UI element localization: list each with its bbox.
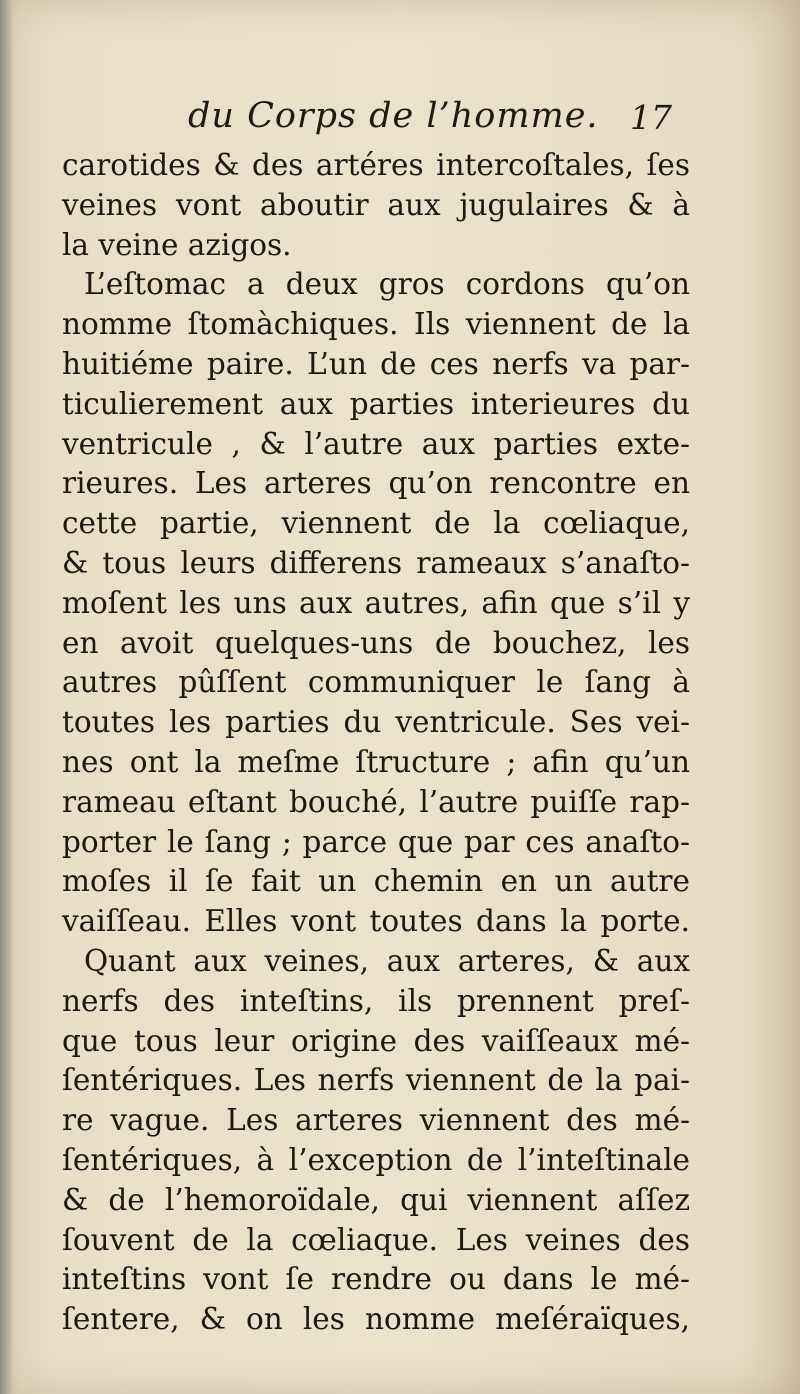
text-line: ſentere, & on les nomme meſéraïques, xyxy=(62,1302,690,1337)
text-line: ticulierement aux parties interieures du xyxy=(62,386,690,421)
page-binding-edge xyxy=(0,0,14,1394)
paragraph-start-line: L’eſtomac a deux gros cordons qu’on xyxy=(84,267,690,302)
text-line: carotides & des artéres intercoſtales, ſes xyxy=(62,148,690,182)
text-line: veines vont aboutir aux jugulaires & à xyxy=(62,187,690,222)
text-line: en avoit quelques-uns de bouchez, les xyxy=(62,625,690,660)
text-line: toutes les parties du ventricule. Ses vei- xyxy=(62,705,690,740)
text-line: inteſtins vont ſe rendre ou dans le mé- xyxy=(62,1262,690,1297)
text-line: ſentériques, à l’exception de l’inteſtinale xyxy=(62,1142,690,1177)
text-line: & de l’hemoroïdale, qui viennent aſſez xyxy=(62,1182,690,1217)
text-line: ſentériques. Les nerfs viennent de la pai- xyxy=(62,1063,690,1098)
text-line: porter le ſang ; parce que par ces anaſto- xyxy=(62,824,690,859)
text-line: vaiſſeau. Elles vont toutes dans la porte. xyxy=(62,904,690,939)
text-line: que tous leur origine des vaiſſeaux mé- xyxy=(62,1023,690,1058)
text-line: autres pûſſent communiquer le ſang à xyxy=(62,665,690,700)
text-line: la veine azigos. xyxy=(62,227,292,262)
page-header xyxy=(60,96,700,146)
text-line: ventricule , & l’autre aux parties exte- xyxy=(62,426,690,461)
text-line: nerfs des inteſtins, ils prennent preſ- xyxy=(62,983,690,1018)
text-line: nomme ſtomàchiques. Ils viennent de la xyxy=(62,307,690,342)
text-line: & tous leurs differens rameaux s’anaſto- xyxy=(62,545,690,580)
body-text xyxy=(62,146,690,1340)
text-line: moſes il ſe fait un chemin en un autre xyxy=(62,864,690,899)
text-line: huitiéme paire. L’un de ces nerfs va par- xyxy=(62,346,690,381)
text-line: moſent les uns aux autres, afin que s’il y xyxy=(62,585,690,620)
text-line: ſouvent de la cœliaque. Les veines des xyxy=(62,1222,690,1257)
text-line: cette partie, viennent de la cœliaque, xyxy=(62,506,690,541)
paragraph-start-line: Quant aux veines, aux arteres, & aux xyxy=(84,943,690,978)
running-title: du Corps de l’homme. xyxy=(188,96,599,136)
text-line: rieures. Les arteres qu’on rencontre en xyxy=(62,466,690,501)
text-line: rameau eſtant bouché, l’autre puiſſe rap- xyxy=(62,784,690,819)
text-line: nes ont la meſme ſtructure ; afin qu’un xyxy=(62,744,690,779)
text-line: re vague. Les arteres viennent des mé- xyxy=(62,1103,690,1138)
page-number: 17 xyxy=(630,98,672,137)
